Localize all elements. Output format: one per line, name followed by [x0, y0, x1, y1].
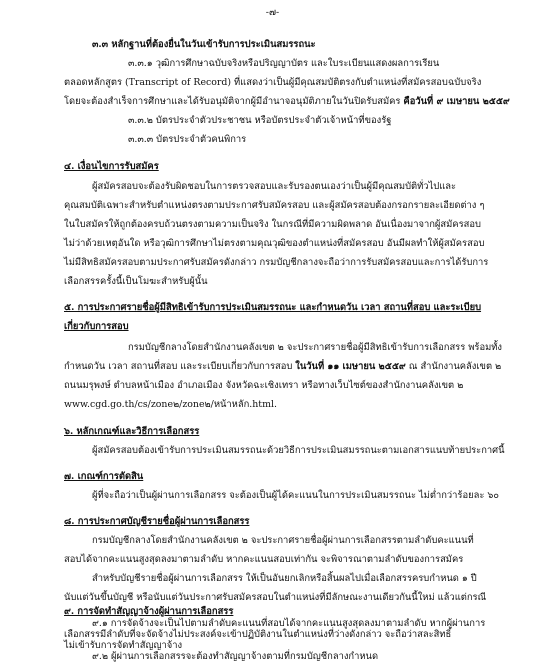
section-3-3-heading: ๓.๓ หลักฐานที่ต้องยื่นในวันเข้ารับการประเมินสมรรถนะ: [92, 39, 316, 50]
section-9-1-line-1: ๙.๑ การจัดจ้างจะเป็นไปตามลำดับคะแนนที่สอบได้จากคะแนนสูงสุดลงมาตามลำดับ หากผู้ผ่านการ: [92, 618, 486, 629]
page-number: -๗-: [265, 7, 280, 18]
section-5-line-1: กรมบัญชีกลางโดยสำนักงานคลังเขต ๒ จะประกาศรายชื่อผู้มีสิทธิเข้ารับการเลือกสรร พร้อมทั้ง: [128, 342, 503, 353]
section-3-3-1-line-3: [64, 95, 510, 108]
section-5-line-3: ถนนมรุพงษ์ ตำบลหน้าเมือง อำเภอเมือง จังหวัดฉะเชิงเทรา หรือทางเว็บไซต์ของสำนักงานคลังเขต ๒: [64, 380, 464, 391]
section-4-line-1: ผู้สมัครสอบจะต้องรับผิดชอบในการตรวจสอบและรับรองตนเองว่าเป็นผู้มีคุณสมบัติทั่วไปและ: [92, 181, 457, 192]
section-8-line-2: สอบได้จากคะแนนสูงสุดลงมาตามลำดับ หากคะแนนสอบเท่ากัน จะพิจารณาตามลำดับของการสมัคร: [64, 554, 464, 565]
section-5-line-2: [64, 360, 501, 373]
section-6-line-1: ผู้สมัครสอบต้องเข้ารับการประเมินสมรรถนะด้วยวิธีการประเมินสมรรถนะตามเอกสารแนบท้ายประกาศนี้: [92, 445, 505, 456]
section-5-heading-line-2: เกี่ยวกับการสอบ: [64, 321, 129, 332]
section-4-line-4: ไม่ว่าด้วยเหตุอันใด หรือวุฒิการศึกษาไม่ตรงตามคุณวุฒิของตำแหน่งที่สมัครสอบ อันมีผลทำให้ผู้สมัครสอบ: [64, 238, 485, 249]
section-4-line-6: เลือกสรรครั้งนี้เป็นโมฆะสำหรับผู้นั้น: [64, 276, 208, 287]
deadline-text: โดยจะต้องสำเร็จการศึกษาและได้รับอนุมัติจากผู้มีอำนาจอนุมัติภายในวันปิดรับสมัคร: [64, 96, 404, 107]
section-8-heading: ๘. การประกาศบัญชีรายชื่อผู้ผ่านการเลือกสรร: [64, 516, 250, 527]
announcement-location: ณ สำนักงานคลังเขต ๒: [405, 361, 502, 372]
announcement-text: กำหนดวัน เวลา สถานที่สอบ และระเบียบเกี่ยวกับการสอบ: [64, 361, 296, 372]
section-3-3-1-line-1: ๓.๓.๑ วุฒิการศึกษาฉบับจริงหรือปริญญาบัตร และใบระเบียนแสดงผลการเรียน: [128, 58, 440, 69]
section-9-heading: ๙. การจัดทำสัญญาจ้างผู้ผ่านการเลือกสรร: [64, 606, 234, 617]
section-8-line-1: กรมบัญชีกลางโดยสำนักงานคลังเขต ๒ จะประกาศรายชื่อผู้ผ่านการเลือกสรรตามลำดับคะแนนที่: [92, 535, 474, 546]
website-link[interactable]: www.cgd.go.th/cs/zone๒/zone๒/หน้าหลัก.html.: [64, 399, 277, 410]
section-4-heading: ๔. เงื่อนไขการรับสมัคร: [64, 161, 159, 172]
section-3-3-2: ๓.๓.๒ บัตรประจำตัวประชาชน หรือบัตรประจำตัวเจ้าหน้าที่ของรัฐ: [128, 115, 392, 126]
section-8-line-3: สำหรับบัญชีรายชื่อผู้ผ่านการเลือกสรร ให้เป็นอันยกเลิกหรือสิ้นผลไปเมื่อเลือกสรรครบกำหนด ๑ ปี: [92, 573, 477, 584]
section-4-line-2: คุณสมบัติเฉพาะสำหรับตำแหน่งตรงตามประกาศรับสมัครสอบ และผู้สมัครสอบต้องกรอกรายละเอียดต่าง ๆ: [64, 200, 485, 211]
deadline-date: คือวันที่ ๙ เมษายน ๒๕๕๙: [403, 96, 510, 107]
section-9-2: ๙.๒ ผู้ผ่านการเลือกสรรจะต้องทำสัญญาจ้างตามที่กรมบัญชีกลางกำหนด: [92, 651, 379, 662]
section-3-3-1-line-2: ตลอดหลักสูตร (Transcript of Record) ที่แสดงว่าเป็นผู้มีคุณสมบัติตรงกับตำแหน่งที่สมัครสอบฉบับจริง: [64, 77, 482, 88]
section-3-3-3: ๓.๓.๓ บัตรประจำตัวคนพิการ: [128, 134, 247, 145]
section-9-1-line-3: ไม่เข้ารับการจัดทำสัญญาจ้าง: [64, 640, 183, 651]
section-7-line-1: ผู้ที่จะถือว่าเป็นผู้ผ่านการเลือกสรร จะต้องเป็นผู้ได้คะแนนในการประเมินสมรรถนะ ไม่ต่ำกว่าร้อยละ ๖๐: [92, 490, 500, 501]
section-7-heading: ๗. เกณฑ์การตัดสิน: [64, 471, 144, 482]
announcement-date: ในวันที่ ๑๑ เมษายน ๒๕๕๙: [295, 361, 406, 372]
section-8-line-4: นับแต่วันขึ้นบัญชี หรือนับแต่วันประกาศรับสมัครสอบในตำแหน่งที่มีลักษณะงานเดียวกันนี้ใหม่ แล้วแต่กรณี: [64, 592, 487, 603]
section-9-1-line-2: เลือกสรรมีลำดับที่จะจัดจ้างไม่ประสงค์จะเข้าปฏิบัติงานในตำแหน่งที่ว่างดังกล่าว จะถือว่าสละสิทธิ์: [64, 629, 452, 640]
section-4-line-5: ไม่มีสิทธิสมัครสอบตามประกาศรับสมัครดังกล่าว กรมบัญชีกลางจะถือว่าการรับสมัครสอบและการได้รับการ: [64, 257, 489, 268]
section-5-heading-line-1: ๕. การประกาศรายชื่อผู้มีสิทธิเข้ารับการประเมินสมรรถนะ และกำหนดวัน เวลา สถานที่สอบ และระเบียบ: [64, 302, 482, 313]
section-6-heading: ๖. หลักเกณฑ์และวิธีการเลือกสรร: [64, 426, 200, 437]
section-4-line-3: ในใบสมัครให้ถูกต้องครบถ้วนตรงตามความเป็นจริง ในกรณีที่มีความผิดพลาด อันเนื่องมาจากผู้สมัครสอบ: [64, 219, 481, 230]
